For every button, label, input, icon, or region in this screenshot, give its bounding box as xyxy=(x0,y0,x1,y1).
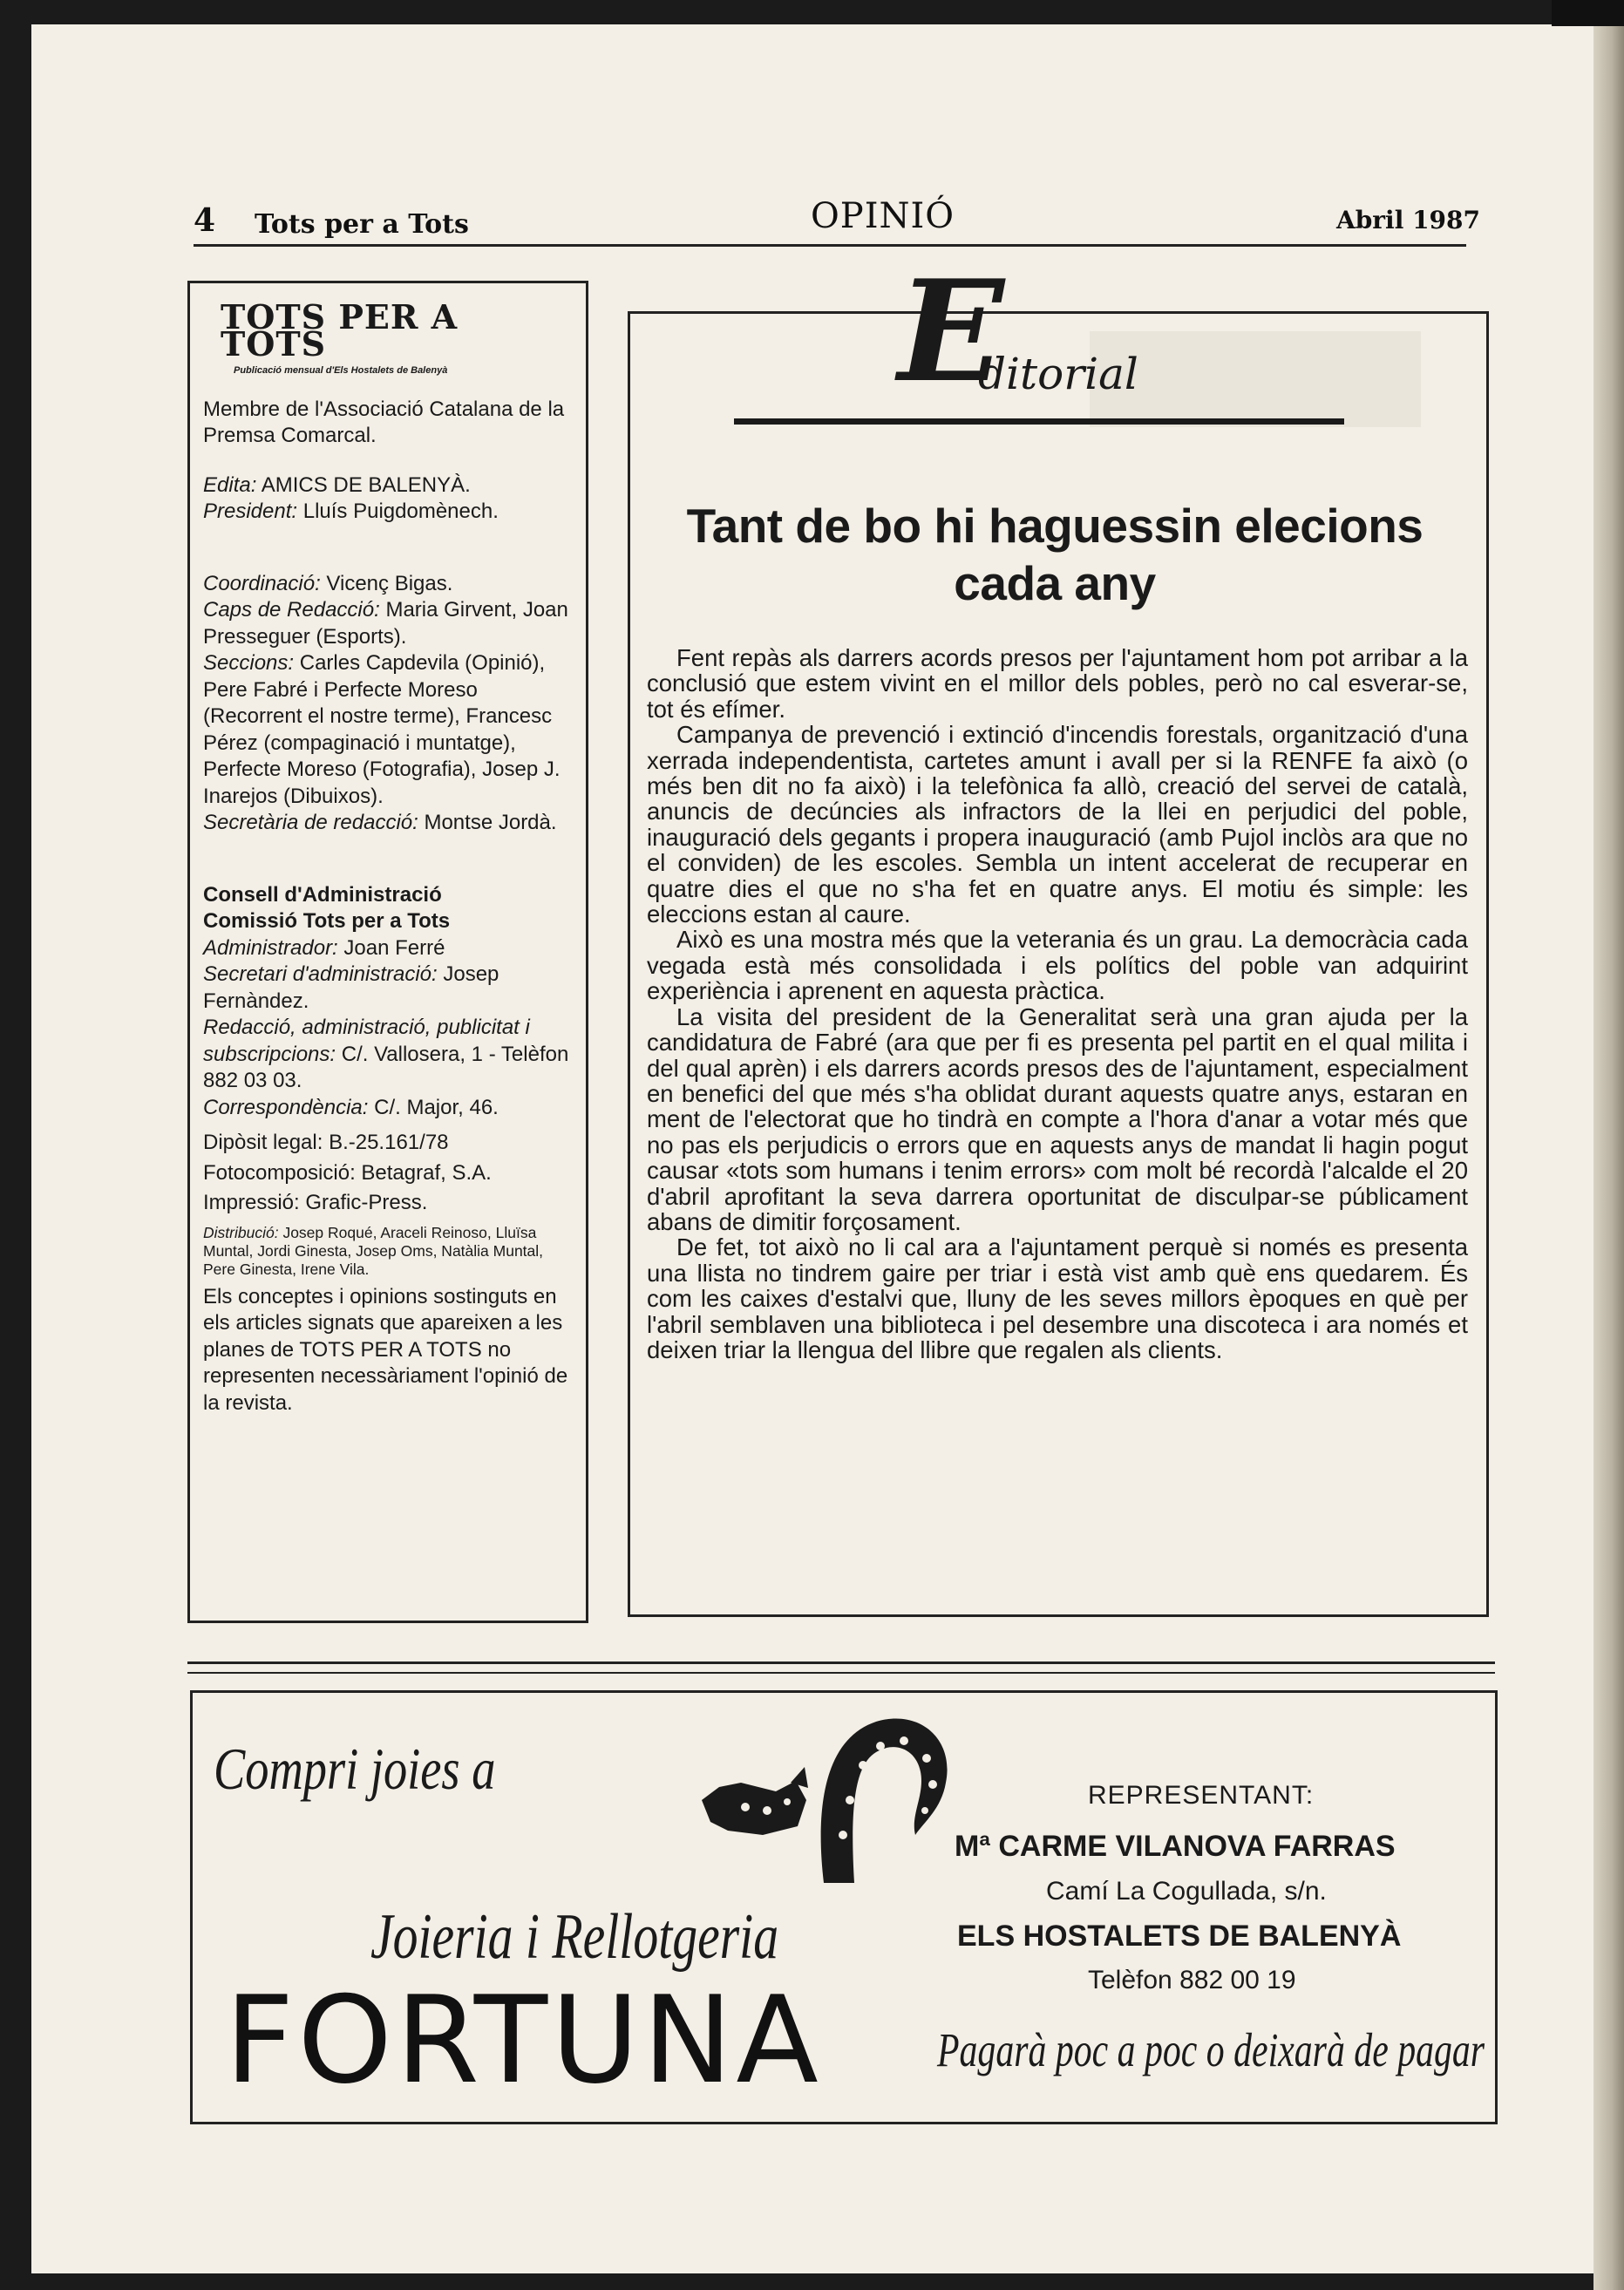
distribucio-value: Josep Roqué, Araceli Reinoso, Lluïsa Muntal, Jordi Ginesta, Josep Oms, Natàlia Muntal, Pere Ginesta, Irene Vila. xyxy=(203,1223,544,1278)
editorial-paragraph: De fet, tot això no li cal ara a l'ajuntament perquè si només es presenta una llista no tindrem gaire per triar i està vist amb què ens quedarem. És com les caixes d'estalvi que, lluny de les seves millors èpoques en què per l'abril semblaven una biblioteca i pel desembre una discoteca i ara només et deixen triar la llengua del llibre que regalen als clients. xyxy=(647,1233,1468,1363)
masthead-box xyxy=(187,281,588,1623)
header-rule xyxy=(194,244,1466,247)
seccions-value: Carles Capdevila (Opinió), Pere Fabré i Perfecte Moreso (Recorrent el nostre terme), Francesc Pérez (compaginació i muntatge), Perfecte Moreso (Fotografia), Josep J. Inarejos (Dibuixos). xyxy=(203,651,561,808)
ad-slogan: Pagarà poc a poc o deixarà de pagar xyxy=(937,2023,1485,2076)
secretari-value: Josep Fernàndez. xyxy=(203,962,499,1013)
ad-address: Camí La Cogullada, s/n. xyxy=(1046,1877,1327,1906)
president-value: Lluís Puigdomènech. xyxy=(302,499,499,523)
ad-brand: FORTUNA xyxy=(225,1970,822,2110)
page-number: 4 xyxy=(194,202,216,239)
redaccio-line xyxy=(203,1015,574,1095)
issue-date: Abril 1987 xyxy=(1336,206,1481,234)
seccions-line xyxy=(203,650,574,810)
membership-note: Membre de l'Associació Catalana de la Premsa Comarcal. xyxy=(203,397,565,447)
edita-value: AMICS DE BALENYÀ. xyxy=(261,472,471,497)
editorial-rule xyxy=(734,418,1344,425)
caps-value: Maria Girvent, Joan Presseguer (Esports). xyxy=(203,598,568,649)
diposit-legal: Dipòsit legal: B.-25.161/78 xyxy=(203,1131,449,1154)
secretaria-line xyxy=(203,810,574,837)
president-line xyxy=(203,499,574,526)
secretaria-label: Secretària de redacció: xyxy=(203,811,418,834)
ad-phone: Telèfon 882 00 19 xyxy=(1088,1966,1296,1994)
consell-title: Consell d'Administració xyxy=(203,882,442,907)
editorial-headline: Tant de bo hi haguessin elecions cada any xyxy=(686,499,1424,610)
redaccio-value: C/. Vallosera, 1 - Telèfon 882 03 03. xyxy=(203,1042,569,1092)
masthead-tagline: Publicació mensual d'Els Hostalets de Balenyà xyxy=(234,365,448,376)
distribucio-label: Distribució: xyxy=(203,1223,279,1241)
ad-business-type: Joieria i Rellotgeria xyxy=(370,1901,779,1973)
edita-label: Edita: xyxy=(203,472,257,497)
secretari-label: Secretari d'administració: xyxy=(203,962,438,986)
administrador-line xyxy=(203,935,574,962)
impressio: Impressió: Grafic-Press. xyxy=(203,1191,428,1214)
ad-town: ELS HOSTALETS DE BALENYÀ xyxy=(957,1920,1402,1953)
coordinacio-line xyxy=(203,571,574,598)
disclaimer: Els conceptes i opinions sostinguts en els articles signats que apareixen a les planes de TOTS PER A TOTS no representen necessàriament l'opinió de la revista. xyxy=(203,1284,568,1415)
scan-border xyxy=(1552,0,1624,26)
running-title: Tots per a Tots xyxy=(255,209,469,240)
correspondencia-value: C/. Major, 46. xyxy=(374,1095,499,1119)
ad-tagline: Compri joies a xyxy=(214,1736,496,1802)
caps-label: Caps de Redacció: xyxy=(203,598,380,622)
secretari-line xyxy=(203,962,574,1015)
coordinacio-label: Coordinació: xyxy=(203,571,321,595)
section-separator xyxy=(187,1661,1495,1664)
seccions-label: Seccions: xyxy=(203,651,295,675)
section-separator xyxy=(187,1672,1495,1674)
ad-representant-label: REPRESENTANT: xyxy=(1088,1781,1315,1810)
edita-line xyxy=(203,472,574,499)
secretaria-value: Montse Jordà. xyxy=(424,811,557,834)
caps-line xyxy=(203,597,574,650)
correspondencia-line xyxy=(203,1095,574,1122)
coordinacio-value: Vicenç Bigas. xyxy=(326,571,453,595)
masthead-logo: TOTS PER A TOTS xyxy=(221,297,459,364)
correspondencia-label: Correspondència: xyxy=(203,1095,369,1119)
cat-logo-icon xyxy=(693,1704,955,1887)
editorial-paragraph: Campanya de prevenció i extinció d'incendis forestals, organització d'una xerrada independentista, cartetes amunt i avall per si la RENFE fa això (o més ben dit no fa això) i la telefònica fa allò, creació del servei de català, anuncis de decúncies als infractors de la llei en perjudici del poble, inauguració dels gegants i propera inauguració (amb Pujol inclòs ara que no el conviden) de les escoles. Sembla un intent accelerat de recuperar en quatre dies el que no s'ha fet en quatre anys. El motiu és simple: les eleccions estan al caure. xyxy=(647,721,1468,928)
editorial-paragraph: La visita del president de la Generalitat serà una gran ajuda per la candidatura de Fabré (ara que per fi es presenta pel partit en el qual milita i del qual aprèn) i els darrers acords presos des de l'ajuntament, especialment en benefici del que més s'ha oblidat durant aquests quatre anys, estaran en ment de l'electorat que ho tindrà en compte a l'hora d'anar a votar més que no pas els perjudicis o errors que en aquests anys de mandat li hagin pogut causar «tots som humans i tenim errors» com molt bé recordà l'alcalde el 20 d'abril aprofitant la seva darrera oportunitat de disculpar-se públicament abans de dimitir forçosament. xyxy=(647,1002,1468,1235)
masthead-content xyxy=(203,294,574,1417)
president-label: President: xyxy=(203,499,298,523)
administrador-value: Joan Ferré xyxy=(343,935,445,960)
distribucio-line xyxy=(203,1224,574,1279)
editorial-paragraph: Això es una mostra més que la veterania és un grau. La democràcia cada vegada està més consolidada i els polítics del poble van adquirint experiència i aprenent en aquesta pràctica. xyxy=(647,926,1468,1005)
editorial-drop-letter: E xyxy=(898,249,1004,413)
editorial-label: ditorial xyxy=(978,349,1138,399)
redaccio-label: Redacció, administració, publicitat i subscripcions: xyxy=(203,1016,530,1066)
editorial-body xyxy=(647,645,1468,1362)
page-edge xyxy=(1593,0,1624,2290)
section-title: OPINIÓ xyxy=(811,196,955,236)
editorial-paragraph: Fent repàs als darrers acords presos per l'ajuntament hom pot arribar a la conclusió que estem vivint en el millor dels pobles, però no cal esverar-se, tot és efímer. xyxy=(647,644,1468,723)
comissio-title: Comissió Tots per a Tots xyxy=(203,909,451,933)
fotocomposicio: Fotocomposició: Betagraf, S.A. xyxy=(203,1160,492,1185)
administrador-label: Administrador: xyxy=(203,935,338,960)
ad-representant-name: Mª CARME VILANOVA FARRAS xyxy=(955,1830,1396,1863)
